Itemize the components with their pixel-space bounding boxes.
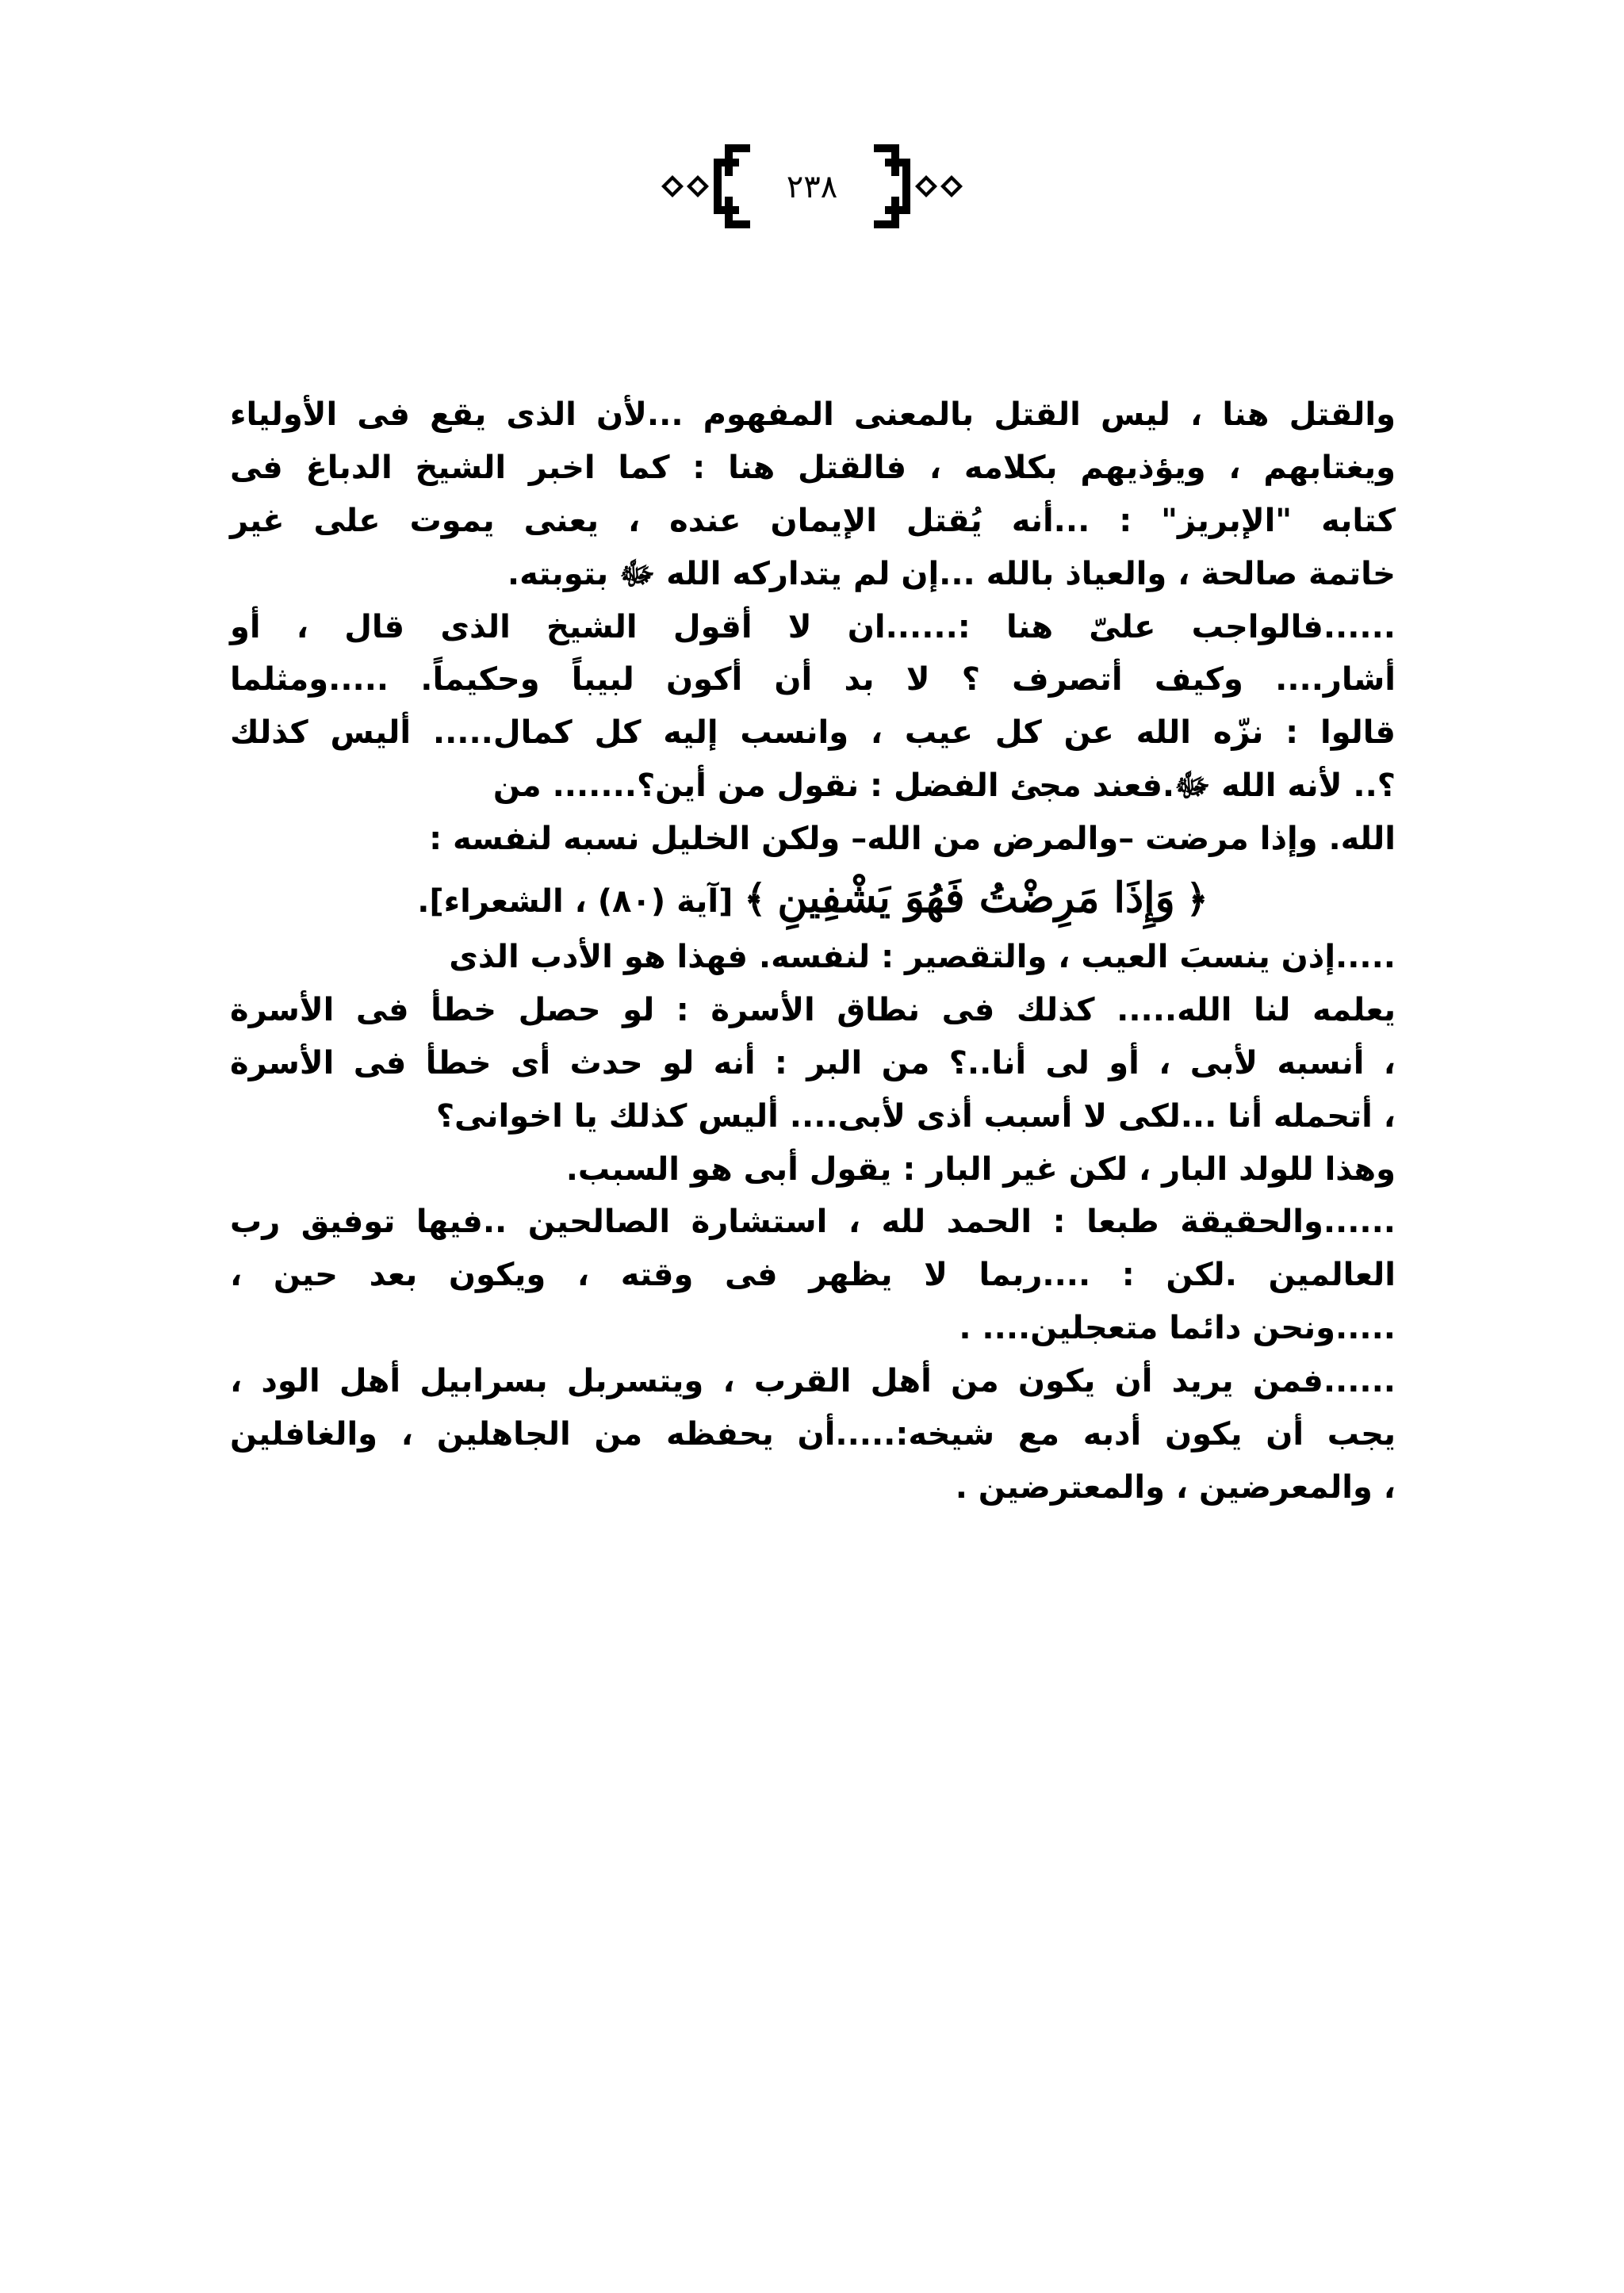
text-line: يعلمه لنا الله..... كذلك فى نطاق الأسرة : لو حصل خطأ فى الأسرة [230, 991, 1396, 1028]
text-line: .....ونحن دائما متعجلين.... . [959, 1310, 1396, 1347]
text-line: وهذا للولد البار ، لكن غير البار : يقول أبى هو السبب. [565, 1150, 1396, 1188]
text-line: ......فمن يريد أن يكون من أهل القرب ، ويتسربل بسرابيل أهل الود ، [230, 1363, 1396, 1400]
text-line: العالمين .لكن : ....ربما لا يظهر فى وقته ، ويكون بعد حين ، [230, 1257, 1396, 1294]
text-line: ......والحقيقة طبعا : الحمد لله ، استشارة الصالحين ..فيها توفيق رب [230, 1204, 1396, 1241]
right-ornament-icon [874, 144, 963, 228]
verse-close-bracket: ﴾ [744, 877, 767, 922]
verse-reference: [آية (٨٠) ، الشعراء]. [417, 883, 733, 921]
text-line: والقتل هنا ، ليس القتل بالمعنى المفهوم ...لأن الذى يقع فى الأولياء [230, 396, 1396, 433]
text-line: ، أتحمله أنا ...لكى لا أسبب أذى لأبى.... أليس كذلك يا اخوانى؟ [435, 1097, 1396, 1135]
ornamental-page-number-frame [645, 127, 979, 246]
text-line: ؟.. لأنه الله ﷻ.فعند مجئ الفضل : نقول من أين؟....... من [492, 768, 1396, 805]
text-line: خاتمة صالحة ، والعياذ بالله ...إن لم يتداركه الله ﷻ بتوبته. [507, 555, 1396, 592]
text-line: قالوا : نزّه الله عن كل عيب ، وانسب إليه كل كمال..... أليس كذلك [230, 714, 1396, 752]
text-line: .....إذن ينسبَ العيب ، والتقصير : لنفسه. فهذا هو الأدب الذى [449, 939, 1396, 976]
text-line: ، والمعرضين ، والمعترضين . [955, 1468, 1396, 1506]
text-line: كتابه "الإبريز" : ...أنه يُقتل الإيمان عنده ، يعنى يموت على غير [230, 502, 1396, 539]
text-line: الله. وإذا مرضت –والمرض من الله– ولكن الخليل نسبه لنفسه : [429, 821, 1396, 858]
verse-text: وَإِذَا مَرِضْتُ فَهُوَ يَشْفِينِ [777, 874, 1175, 923]
page-header [0, 127, 1624, 246]
left-ornament-icon [661, 144, 750, 228]
text-line: يجب أن يكون أدبه مع شيخه:.....أن يحفظه من الجاهلين ، والغافلين [230, 1416, 1396, 1453]
verse-open-bracket: ﴿ [1185, 877, 1208, 922]
text-line: ......فالواجب علىّ هنا :......ان لا أقول الشيخ الذى قال ، أو [230, 608, 1396, 645]
text-line: أشار.... وكيف أتصرف ؟ لا بد أن أكون لبيباً وحكيماً. .....ومثلما [230, 661, 1396, 699]
quran-verse [230, 866, 1396, 931]
page-number: ٢٣٨ [786, 169, 838, 205]
body-text [230, 389, 1396, 1514]
text-line: ، أنسبه لأبى ، أو لى أنا..؟ من البر : أنه لو حدث أى خطأ فى الأسرة [230, 1044, 1396, 1081]
text-line: ويغتابهم ، ويؤذيهم بكلامه ، فالقتل هنا : كما اخبر الشيخ الدباغ فى [230, 449, 1396, 486]
